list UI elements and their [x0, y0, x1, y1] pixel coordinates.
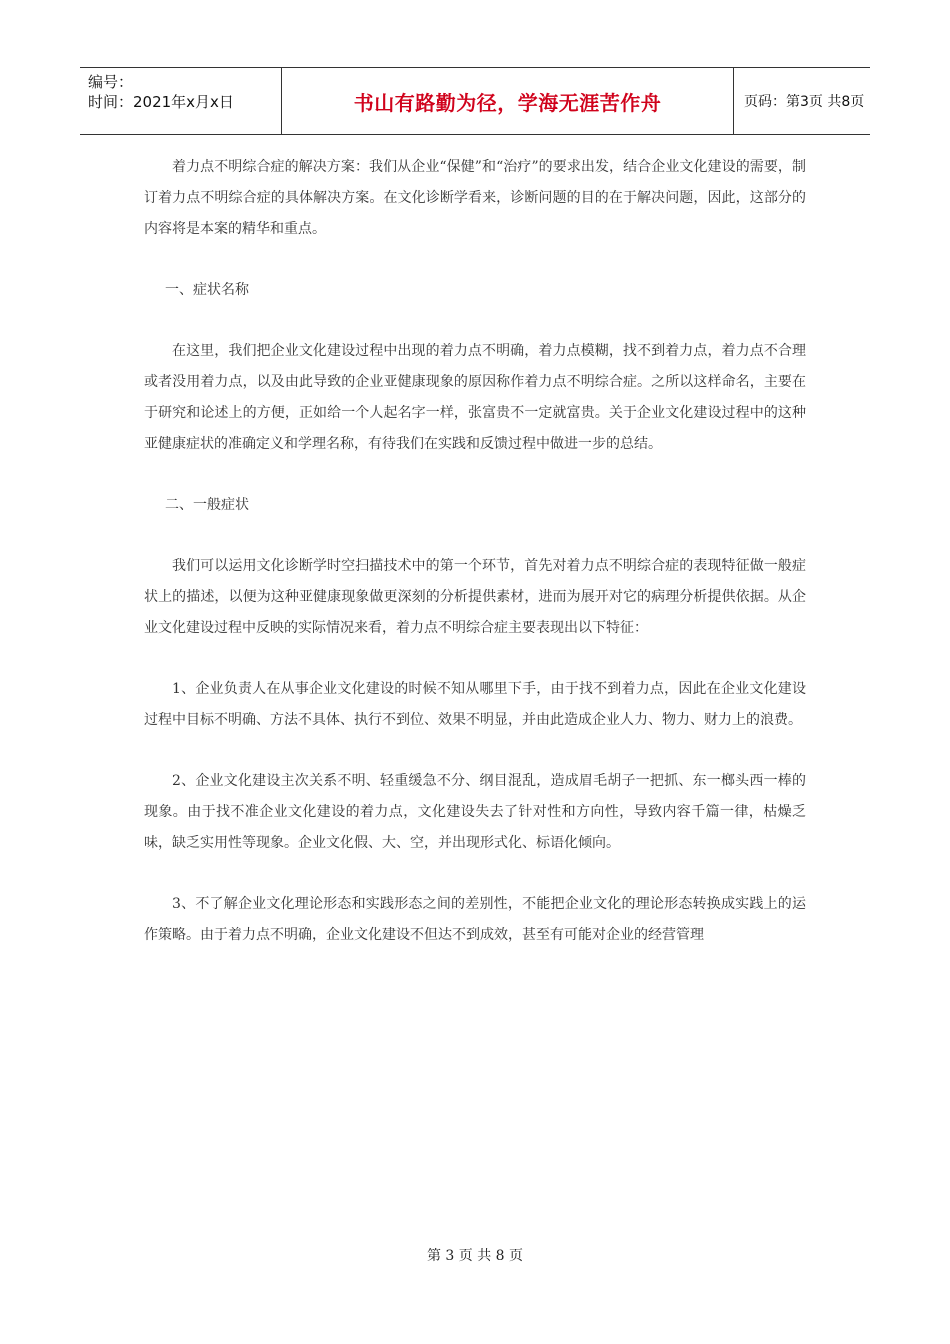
list-item-3: 3、不了解企业文化理论形态和实践形态之间的差别性，不能把企业文化的理论形态转换成实践上的运作策略。由于着力点不明确，企业文化建设不但达不到成效，甚至有可能对企业的经营管理 [144, 896, 806, 943]
header-page-cell [734, 68, 870, 134]
page-footer: 第 3 页 共 8 页 [426, 1248, 524, 1264]
header-motto-cell [282, 68, 734, 134]
section-heading-general-symptoms: 二、一般症状 [165, 497, 249, 513]
document-body [144, 152, 806, 951]
document-header [80, 67, 870, 135]
header-info-cell [80, 68, 282, 134]
header-motto: 书山有路勤为径，学海无涯苦作舟 [353, 90, 662, 115]
header-page-code: 页码：第3页 共8页 [744, 94, 865, 110]
list-item-2: 2、企业文化建设主次关系不明、轻重缓急不分、纲目混乱，造成眉毛胡子一把抓、东一榔头西一棒的现象。由于找不准企业文化建设的着力点，文化建设失去了针对性和方向性，导致内容千篇一律，枯燥乏味，缺乏实用性等现象。企业文化假、大、空，并出现形式化、标语化倾向。 [144, 773, 806, 851]
paragraph-symptom-name: 在这里，我们把企业文化建设过程中出现的着力点不明确，着力点模糊，找不到着力点，着力点不合理或者没用着力点，以及由此导致的企业亚健康现象的原因称作着力点不明综合症。之所以这样命名，主要在于研究和论述上的方便，正如给一个人起名字一样，张富贵不一定就富贵。关于企业文化建设过程中的这种亚健康症状的准确定义和学理名称，有待我们在实践和反馈过程中做进一步的总结。 [144, 343, 806, 452]
paragraph-intro: 着力点不明综合症的解决方案：我们从企业“保健”和“治疗”的要求出发，结合企业文化建设的需要，制订着力点不明综合症的具体解决方案。在文化诊断学看来，诊断问题的目的在于解决问题，因此，这部分的内容将是本案的精华和重点。 [144, 159, 806, 237]
document-number-label: 编号： [88, 73, 134, 91]
paragraph-general-symptoms: 我们可以运用文化诊断学时空扫描技术中的第一个环节，首先对着力点不明综合症的表现特征做一般症状上的描述，以便为这种亚健康现象做更深刻的分析提供素材，进而为展开对它的病理分析提供依据。从企业文化建设过程中反映的实际情况来看，着力点不明综合症主要表现出以下特征： [144, 558, 806, 636]
document-time-label: 时间：2021年x月x日 [88, 93, 234, 111]
section-heading-symptom-name: 一、症状名称 [165, 282, 249, 298]
list-item-1: 1、企业负责人在从事企业文化建设的时候不知从哪里下手，由于找不到着力点，因此在企业文化建设过程中目标不明确、方法不具体、执行不到位、效果不明显，并由此造成企业人力、物力、财力上的浪费。 [144, 681, 806, 728]
